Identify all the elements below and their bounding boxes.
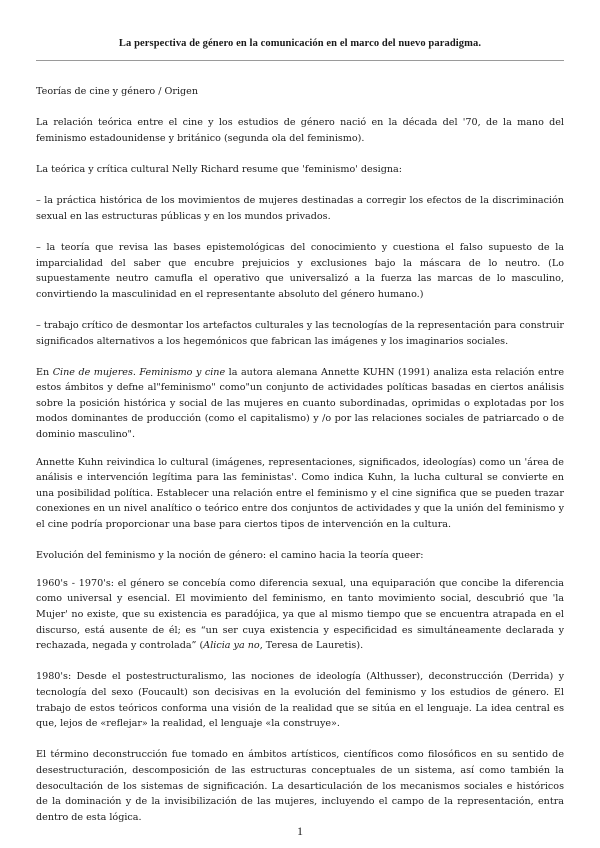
list-item: – trabajo crítico de desmontar los artefactos culturales y las tecnologías de la representación para construir significados alternativos a los hegemónicos que fabrican las imágenes y los imaginarios sociales. (36, 319, 564, 347)
paragraph: La relación teórica entre el cine y los estudios de género nació en la década del '70, de la mano del feminismo estadounidense y británico (segunda ola del feminismo). (36, 117, 564, 144)
paragraph: El término deconstrucción fue tomado en ámbitos artísticos, científicos como filosóficos en su sentido de desestructuración, descomposición de las estructuras conceptuales de un sistema, así como también la desocultación de los sistemas de significación. La desarticulación de los mecanismos sociales e históricos de la dominación y de la invisibilización de las mujeres, incluyendo el campo de la representación, entra dentro de esta lógica. (36, 749, 564, 823)
page-number: 1 (297, 824, 303, 838)
paragraph (36, 576, 564, 654)
list-item: – la práctica histórica de los movimientos de mujeres destinadas a corregir los efectos de la discriminación sexual en las estructuras públicas y en los mundos privados. (36, 195, 564, 222)
text-span: , Teresa de Lauretis). (259, 640, 364, 652)
citation-title: Alicia ya no (203, 640, 260, 652)
paragraph: Annette Kuhn reivindica lo cultural (imágenes, representaciones, significados, ideologías) como un 'área de análisis e intervención legítima para las feministas'. Como indica Kuhn, la lucha cultural se convierte en una posibilidad política. Establecer una relación entre el feminismo y el cine significa que se pueden trazar conexiones en un nivel analítico o teórico entre dos conjuntos de actividades y que la unión del feminismo y el cine podría proporcionar una base para ciertos tipos de intervención en la cultura. (36, 456, 564, 531)
text-span: 1960's - 1970's: el género se concebía como diferencia sexual, una equiparación que concibe la diferencia como universal y esencial. El movimiento del feminismo, en tanto movimiento social, descubrió que 'la Mujer' no existe, que su existencia es paradójica, ya que al mismo tiempo que se encuentra atrapada en el discurso, está ausente de él; es “un ser cuya existencia y especificidad es simultáneamente declarada y rechazada, negada y controlada” ( (36, 577, 564, 652)
header-divider (36, 60, 564, 61)
subsection-heading: Evolución del feminismo y la noción de género: el camino hacia la teoría queer: (36, 550, 424, 562)
document-title: La perspectiva de género en la comunicación en el marco del nuevo paradigma. (118, 38, 482, 49)
list-item: – la teoría que revisa las bases epistemológicas del conocimiento y cuestiona el falso supuesto de la imparcialidad del saber que encubre prejuicios y exclusiones bajo la máscara de lo neutro. (Lo supuestamente neutro camufla el operativo que universalizó a la fuerza las marcas de lo masculino, convirtiendo la masculinidad en el representante absoluto del género humano.) (36, 241, 564, 300)
section-heading: Teorías de cine y género / Origen (36, 86, 199, 97)
document-body (36, 84, 564, 841)
paragraph: 1980's: Desde el postestructuralismo, las nociones de ideología (Althusser), deconstrucción (Derrida) y tecnología del sexo (Foucault) son decisivas en la evolución del feminismo y los estudios de género. El trabajo de estos teóricos conforma una visión de la realidad que se sitúa en el lenguaje. La idea central es que, lejos de «reflejar» la realidad, el lenguaje «la construye». (36, 671, 564, 730)
paragraph (36, 365, 564, 443)
book-title: Cine de mujeres. Feminismo y cine (52, 366, 226, 378)
text-span: la autora alemana Annette KUHN (1991) analiza esta relación entre estos ámbitos y defne al"feminismo" como"un conjunto de actividades políticas basadas en ciertos análisis sobre la posición histórica y social de las mujeres en cuanto subordinadas, oprimidas o explotadas por los modos dominantes de producción (como el capitalismo) y /o por las relaciones sociales de patriarcado o de dominio masculino". (36, 366, 565, 441)
paragraph: La teórica y crítica cultural Nelly Richard resume que 'feminismo' designa: (36, 163, 402, 175)
text-span: En (36, 366, 53, 378)
